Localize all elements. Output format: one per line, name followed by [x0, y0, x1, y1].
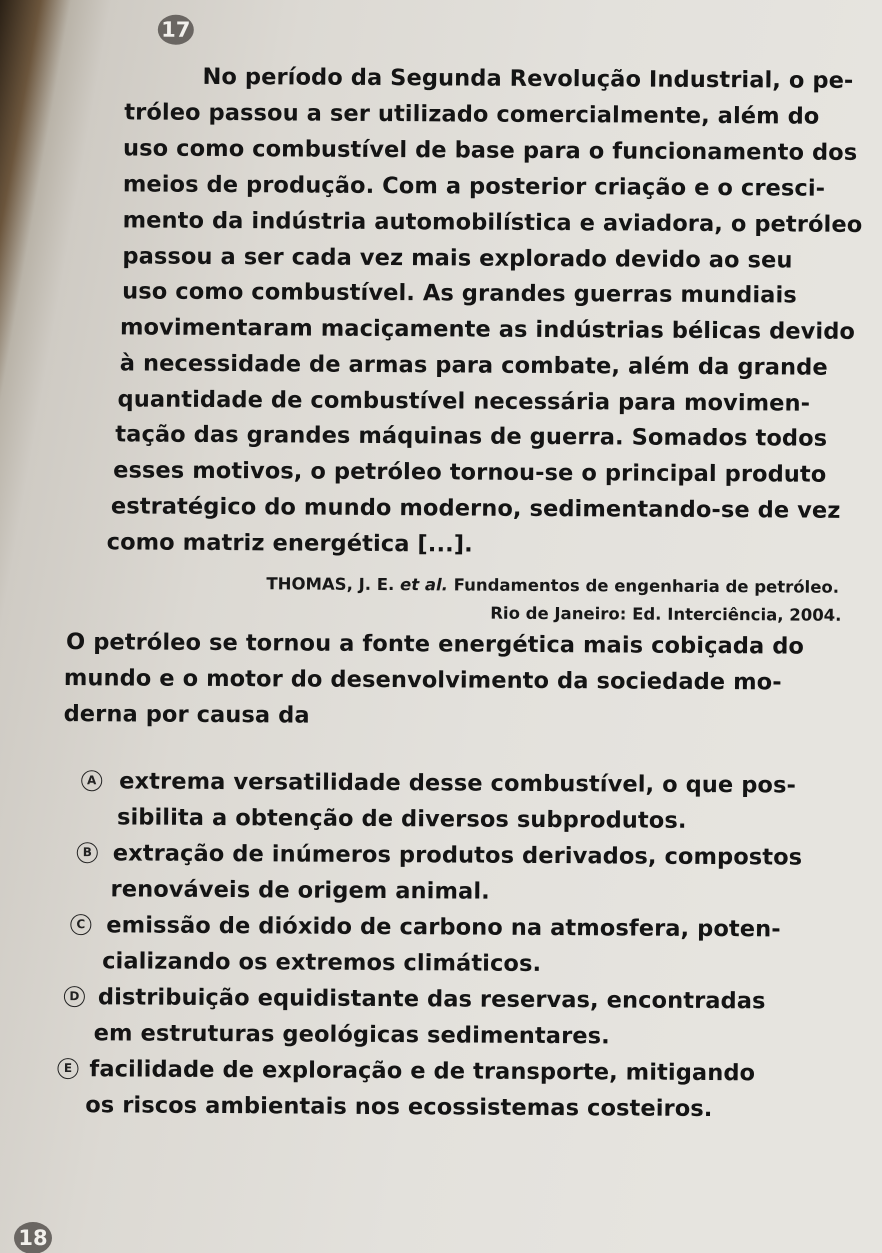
option-letter-a[interactable]: A: [81, 770, 102, 791]
citation-publisher: Rio de Janeiro: Ed. Interciência, 2004.: [490, 603, 842, 625]
passage-line: como matriz energética [...].: [106, 529, 473, 558]
option-b-line: renováveis de origem animal.: [110, 876, 490, 905]
option-letter-e[interactable]: E: [57, 1058, 78, 1079]
option-letter-b[interactable]: B: [77, 842, 98, 863]
stem-line: mundo e o motor do desenvolvimento da sociedade mo-: [63, 665, 782, 696]
citation-title: Fundamentos de engenharia de petróleo.: [453, 575, 840, 597]
passage-line: No período da Segunda Revolução Industrial, o pe-: [202, 63, 854, 94]
option-c-line: emissão de dióxido de carbono na atmosfera, poten-: [106, 912, 781, 943]
citation-line-1: [266, 574, 839, 596]
passage-line: uso como combustível de base para o funcionamento dos: [123, 135, 858, 166]
passage-line: mento da indústria automobilística e aviadora, o petróleo: [122, 207, 863, 238]
option-e-line: facilidade de exploração e de transporte, mitigando: [89, 1056, 756, 1087]
option-e-line: os riscos ambientais nos ecossistemas costeiros.: [85, 1092, 713, 1123]
passage-line: meios de produção. Com a posterior criação e o cresci-: [122, 171, 826, 202]
passage-line: movimentaram maciçamente as indústrias bélicas devido: [119, 314, 856, 345]
stem-line: derna por causa da: [63, 701, 310, 729]
option-a-line: sibilita a obtenção de diversos subprodutos.: [116, 804, 687, 834]
passage-line: à necessidade de armas para combate, além da grande: [119, 350, 828, 381]
option-d-line: em estruturas geológicas sedimentares.: [93, 1020, 610, 1050]
citation-authors: THOMAS, J. E.: [266, 574, 395, 595]
question-sheet: [50, 0, 882, 1253]
option-b-line: extração de inúmeros produtos derivados, compostos: [112, 840, 803, 871]
option-letter-c[interactable]: C: [70, 914, 91, 935]
passage-line: esses motivos, o petróleo tornou-se o principal produto: [113, 457, 827, 488]
passage-line: passou a ser cada vez mais explorado devido ao seu: [122, 243, 793, 274]
option-letter-d[interactable]: D: [64, 986, 85, 1007]
passage-line: tróleo passou a ser utilizado comercialmente, além do: [124, 99, 820, 130]
citation-etal: et al.: [400, 575, 449, 595]
passage-line: tação das grandes máquinas de guerra. Somados todos: [115, 421, 828, 452]
option-a-line: extrema versatilidade desse combustível, o que pos-: [119, 768, 797, 799]
option-c-line: cializando os extremos climáticos.: [102, 948, 542, 977]
option-d-line: distribuição equidistante das reservas, encontradas: [97, 984, 766, 1015]
stem-line: O petróleo se tornou a fonte energética mais cobiçada do: [65, 629, 805, 660]
passage-line: uso como combustível. As grandes guerras mundiais: [122, 278, 797, 309]
passage-line: estratégico do mundo moderno, sedimentando-se de vez: [110, 493, 841, 524]
next-question-number-badge: 18: [14, 1222, 52, 1253]
passage-line: quantidade de combustível necessária para movimen-: [117, 386, 811, 417]
question-number-badge: 17: [158, 15, 194, 45]
